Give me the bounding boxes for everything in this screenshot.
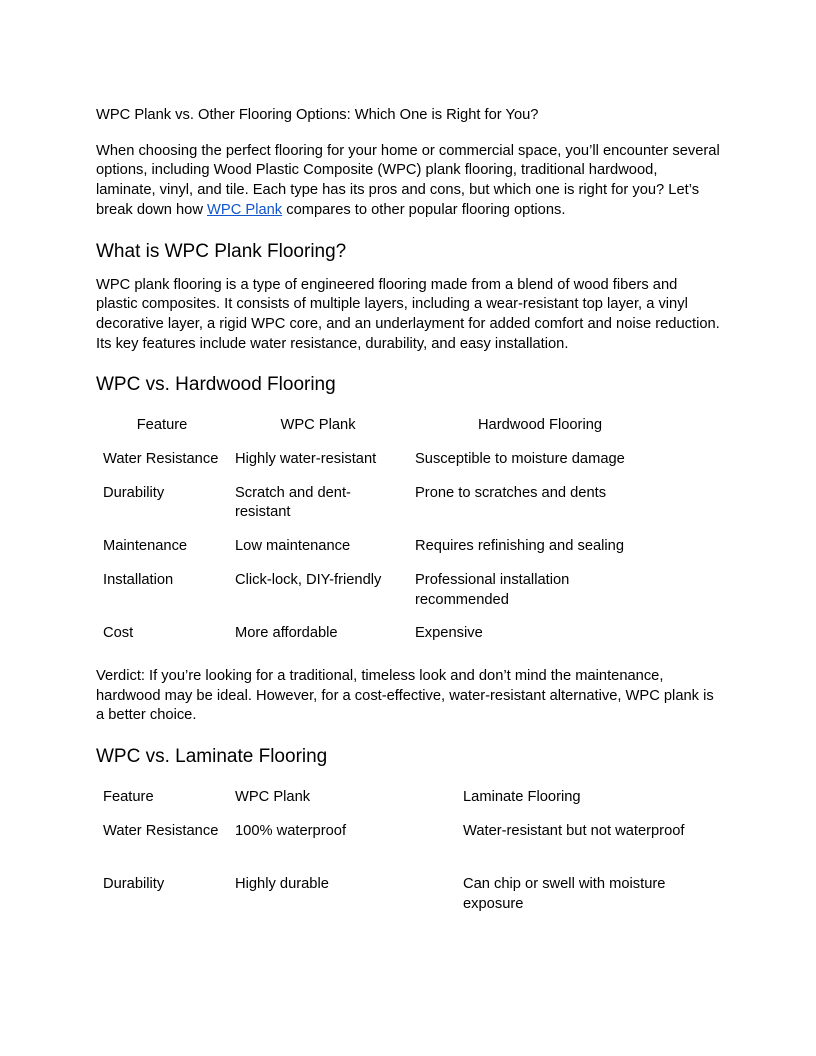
hardwood-comparison-table — [96, 409, 672, 651]
doc-title: WPC Plank vs. Other Flooring Options: Which One is Right for You? — [96, 107, 539, 123]
cell-wpc-value: Highly water-resistant — [235, 451, 377, 468]
cell-laminate-value: Water-resistant but not waterproof — [463, 822, 685, 839]
cell-feature: Water Resistance — [103, 822, 219, 839]
cell-feature: Water Resistance — [103, 451, 219, 468]
cell-hardwood-value: Expensive — [415, 625, 483, 642]
cell-hardwood-value: Professional installation recommended — [415, 571, 570, 608]
heading-wpc-vs-hardwood: WPC vs. Hardwood Flooring — [96, 374, 336, 396]
wpc-plank-link[interactable]: WPC Plank — [207, 201, 283, 218]
cell-wpc-value: 100% waterproof — [235, 822, 347, 839]
table-row — [96, 477, 672, 530]
header-cell-laminate: Laminate Flooring — [463, 789, 581, 806]
table-row — [96, 815, 720, 869]
hardwood-verdict-paragraph: Verdict: If you’re looking for a traditional, timeless look and don’t mind the maintenance, hardwood may be ideal. However, for a cost-effective, water-resistant alternative, WPC plank is a better choice. — [96, 667, 714, 724]
heading-wpc-vs-laminate: WPC vs. Laminate Flooring — [96, 746, 328, 768]
header-cell-feature: Feature — [103, 789, 154, 806]
table-row — [96, 617, 672, 651]
cell-feature: Durability — [103, 484, 165, 501]
cell-feature: Cost — [103, 625, 134, 642]
intro-paragraph — [96, 142, 720, 221]
cell-feature: Durability — [103, 876, 165, 893]
cell-wpc-value: More affordable — [235, 625, 338, 642]
table-row — [96, 530, 672, 564]
cell-wpc-value: Highly durable — [235, 876, 329, 893]
table-row — [96, 868, 720, 921]
cell-hardwood-value: Requires refinishing and sealing — [415, 538, 625, 555]
table-header-row — [96, 781, 720, 815]
cell-hardwood-value: Susceptible to moisture damage — [415, 451, 625, 468]
table-row — [96, 564, 672, 617]
cell-feature: Maintenance — [103, 538, 188, 555]
cell-wpc-value: Low maintenance — [235, 538, 351, 555]
header-cell-wpc-plank: WPC Plank — [235, 789, 311, 806]
cell-wpc-value: Click-lock, DIY-friendly — [235, 571, 382, 588]
cell-laminate-value: Can chip or swell with moisture exposure — [463, 876, 666, 913]
header-cell-wpc-plank: WPC Plank — [280, 417, 356, 434]
header-cell-feature: Feature — [136, 417, 188, 434]
heading-what-is-wpc: What is WPC Plank Flooring? — [96, 240, 347, 262]
header-cell-hardwood: Hardwood Flooring — [477, 417, 603, 434]
cell-hardwood-value: Prone to scratches and dents — [415, 484, 607, 501]
cell-wpc-value: Scratch and dent-resistant — [235, 484, 351, 521]
laminate-comparison-table — [96, 781, 720, 922]
table-row — [96, 443, 672, 477]
what-is-wpc-paragraph: WPC plank flooring is a type of engineered flooring made from a blend of wood fibers and plastic composites. It consists of multiple layers, including a wear-resistant top layer, a vinyl decorative layer, a rigid WPC core, and an underlayment for added comfort and noise reduction. Its key features include water resistance, durability, and easy installation. — [96, 276, 720, 352]
cell-feature: Installation — [103, 571, 174, 588]
intro-text-after-link: compares to other popular flooring options. — [282, 201, 566, 218]
intro-text-before-link: When choosing the perfect flooring for your home or commercial space, you’ll encounter several options, including Wood Plastic Composite (WPC) plank flooring, traditional hardwood, laminate, vinyl, and tile. Each type has its pros and cons, but which one is right for you? Let’s break down how — [96, 142, 720, 218]
table-header-row — [96, 409, 672, 443]
